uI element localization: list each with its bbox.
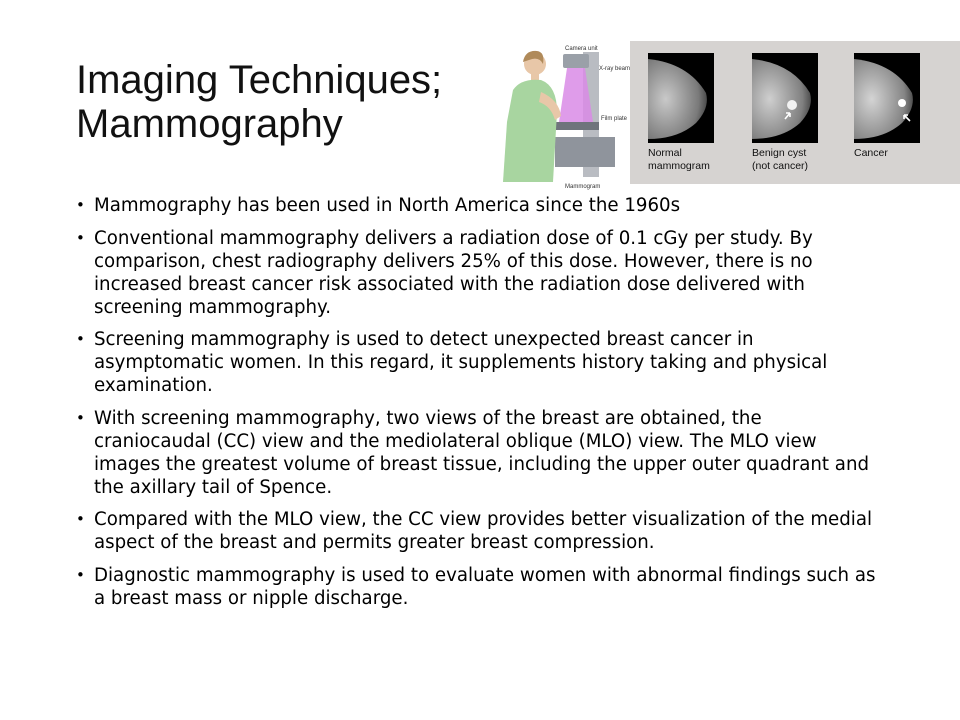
caption-line: Benign cyst (752, 147, 807, 159)
bullet-item: • Conventional mammography delivers a radiation dose of 0.1 cGy per study. By comparison, chest radiography delivers 25% of this dose. However, there is no increased breast cancer risk associated with the radiation dose delivered with screening mammography. (76, 227, 876, 319)
bullet-item: • Compared with the MLO view, the CC view provides better visualization of the medial aspect of the breast and permits greater breast compression. (76, 508, 876, 554)
normal-mammogram-caption (648, 147, 710, 173)
bullet-item: • Mammography has been used in North America since the 1960s (76, 194, 876, 217)
caption-line: mammogram (648, 160, 710, 172)
bullet-item: • Screening mammography is used to detect unexpected breast cancer in asymptomatic women. In this regard, it supplements history taking and physical examination. (76, 328, 876, 397)
bullet-item: • With screening mammography, two views of the breast are obtained, the craniocaudal (CC) view and the mediolateral oblique (MLO) view. The MLO view images the greatest volume of breast tissue, including the upper outer quadrant and the axillary tail of Spence. (76, 407, 876, 499)
mammogram-comparison-panel (630, 41, 960, 184)
bullet-item: • Diagnostic mammography is used to evaluate women with abnormal findings such as a breast mass or nipple discharge. (76, 564, 876, 610)
slide-title-line-1: Imaging Techniques; (76, 58, 443, 102)
caption-line: Cancer (854, 147, 888, 159)
normal-mammogram-image (648, 53, 714, 143)
caption-line: Normal (648, 147, 682, 159)
caption-line: (not cancer) (752, 160, 809, 172)
bullet-list (76, 194, 876, 619)
xray-beam-label: X-ray beam (599, 66, 631, 72)
slide-title-line-2: Mammography (76, 102, 343, 146)
cancer-caption (854, 147, 888, 160)
illustration-caption: Mammogram (565, 184, 601, 190)
cancer-mammogram-image (854, 53, 920, 143)
film-plate-label: Film plate (601, 116, 628, 122)
slide-title (76, 58, 496, 146)
camera-unit-label: Camera unit (565, 46, 598, 52)
mammography-machine-illustration (495, 42, 633, 192)
benign-cyst-mammogram-image (752, 53, 818, 143)
benign-cyst-caption (752, 147, 808, 173)
